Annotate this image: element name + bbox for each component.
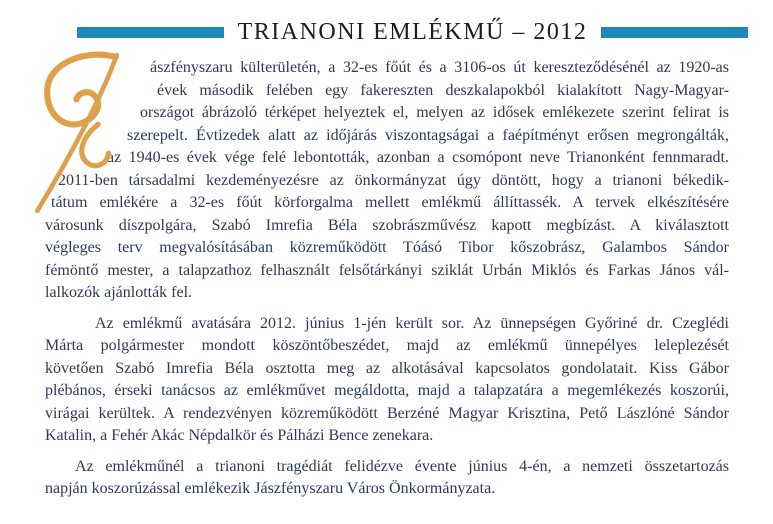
drop-cap-letter <box>34 54 35 55</box>
text-line: virágai kerültek. A rendezvényen közreműködött Berzéné Magyar Krisztina, Pető Lászlóné Sándor <box>45 404 729 422</box>
paragraph-3 <box>45 456 729 501</box>
page-header <box>77 18 748 46</box>
text-line: tátum emlékére a 32-es főút körforgalma mellett emlékmű állíttassék. A tervek elkészítésére <box>51 194 729 211</box>
page-title: TRIANONI EMLÉKMŰ – 2012 <box>237 19 588 45</box>
text-line: Márta polgármester mondott köszöntőbeszédet, majd az emlékmű ünnepélyes leleplezését <box>45 337 729 354</box>
text-line: követően Szabó Imrefia Béla osztotta meg az alkotásával kapcsolatos gondolatait. Kiss Gábor <box>45 359 729 377</box>
text-line: évek második felében egy fakereszten deszkalapokból kialakított Nagy-Magyar- <box>157 81 729 99</box>
text-line: 2011-ben társadalmi kezdeményezésre az önkormányzat úgy döntött, hogy a trianoni békedik- <box>58 171 729 189</box>
text-line: ászfényszaru külterületén, a 32-es főút és a 3106-os út kereszteződésénél az 1920-as <box>150 59 729 76</box>
text-line: országot ábrázoló térképet helyeztek el, melyen az idősek emlékezete szerint felirat is <box>140 104 729 121</box>
text-line: Az emlékmű avatására 2012. június 1-jén került sor. Az ünnepségen Győriné dr. Czeglédi <box>95 314 729 332</box>
text-line: az 1940-es évek vége felé lebontották, azonban a csomópont neve Trianonként fennmaradt. <box>107 149 729 166</box>
text-line: lalkozók ajánlották fel. <box>45 284 193 301</box>
text-line: Katalin, a Fehér Akác Népdalkör és Pálházi Bence zenekara. <box>45 427 434 444</box>
text-line: fémöntő mester, a talapzathoz felhasznált felsőtárkányi sziklát Urbán Miklós és Farkas János vál- <box>45 261 729 279</box>
text-line: Az emlékműnél a trianoni tragédiát felidézve évente június 4-én, a nemzeti összetartozás <box>75 457 729 475</box>
paragraph-2 <box>45 313 729 448</box>
text-line: végleges terv megvalósításában közreműködött Tóásó Tibor kőszobrász, Galambos Sándor <box>45 239 729 256</box>
header-rule-right <box>601 27 748 38</box>
text-line: szerepelt. Évtizedek alatt az időjárás viszontagságai a faépítményt erősen megrongálták, <box>127 126 729 144</box>
paragraph-1 <box>45 57 729 305</box>
header-rule-left <box>77 27 224 38</box>
text-line: plébános, érseki tanácsos az emlékművet megáldotta, majd a talapzatára a megemlékezés koszorúi, <box>45 382 729 399</box>
article-body <box>45 57 729 501</box>
text-line: városunk díszpolgára, Szabó Imrefia Béla szobrászművész kapott megbízást. A kiválasztott <box>45 216 729 234</box>
text-line: napján koszorúzással emlékezik Jászfényszaru Város Önkormányzata. <box>45 480 496 497</box>
